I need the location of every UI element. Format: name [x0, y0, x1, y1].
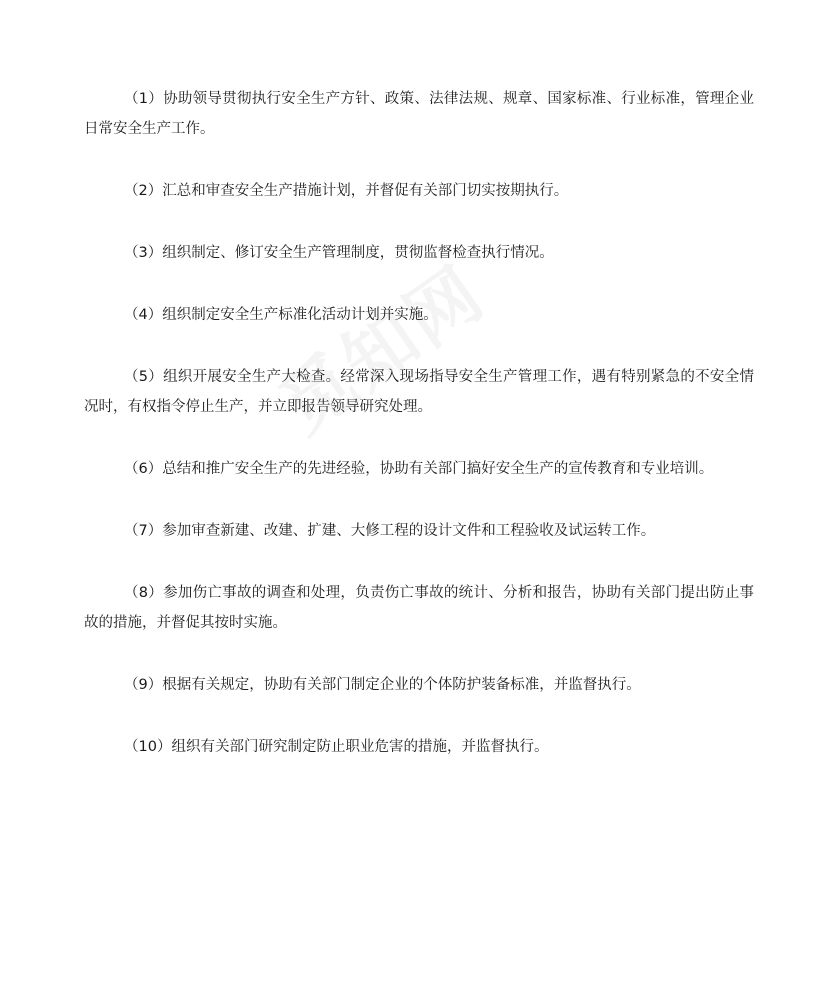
paragraph-5: （5）组织开展安全生产大检查。经常深入现场指导安全生产管理工作，遇有特别紧急的不安全情况时，有权指令停止生产，并立即报告领导研究处理。 — [84, 369, 754, 415]
paragraph-8: （8）参加伤亡事故的调查和处理，负责伤亡事故的统计、分析和报告，协助有关部门提出防止事故的措施，并督促其按时实施。 — [84, 585, 754, 631]
paragraph-6: （6）总结和推广安全生产的先进经验，协助有关部门搞好安全生产的宣传教育和专业培训。 — [124, 461, 714, 477]
paragraph-7: （7）参加审查新建、改建、扩建、大修工程的设计文件和工程验收及试运转工作。 — [124, 523, 656, 539]
document-body — [84, 84, 754, 794]
paragraph-1: （1）协助领导贯彻执行安全生产方针、政策、法律法规、规章、国家标准、行业标准，管理企业日常安全生产工作。 — [84, 91, 754, 137]
paragraph-2: （2）汇总和审查安全生产措施计划，并督促有关部门切实按期执行。 — [124, 183, 569, 199]
paragraph-9: （9）根据有关规定，协助有关部门制定企业的个体防护装备标准，并监督执行。 — [124, 677, 641, 693]
paragraph-3: （3）组织制定、修订安全生产管理制度，贯彻监督检查执行情况。 — [124, 245, 554, 261]
paragraph-10: （10）组织有关部门研究制定防止职业危害的措施，并监督执行。 — [124, 739, 549, 755]
paragraph-4: （4）组织制定安全生产标准化活动计划并实施。 — [124, 307, 438, 323]
